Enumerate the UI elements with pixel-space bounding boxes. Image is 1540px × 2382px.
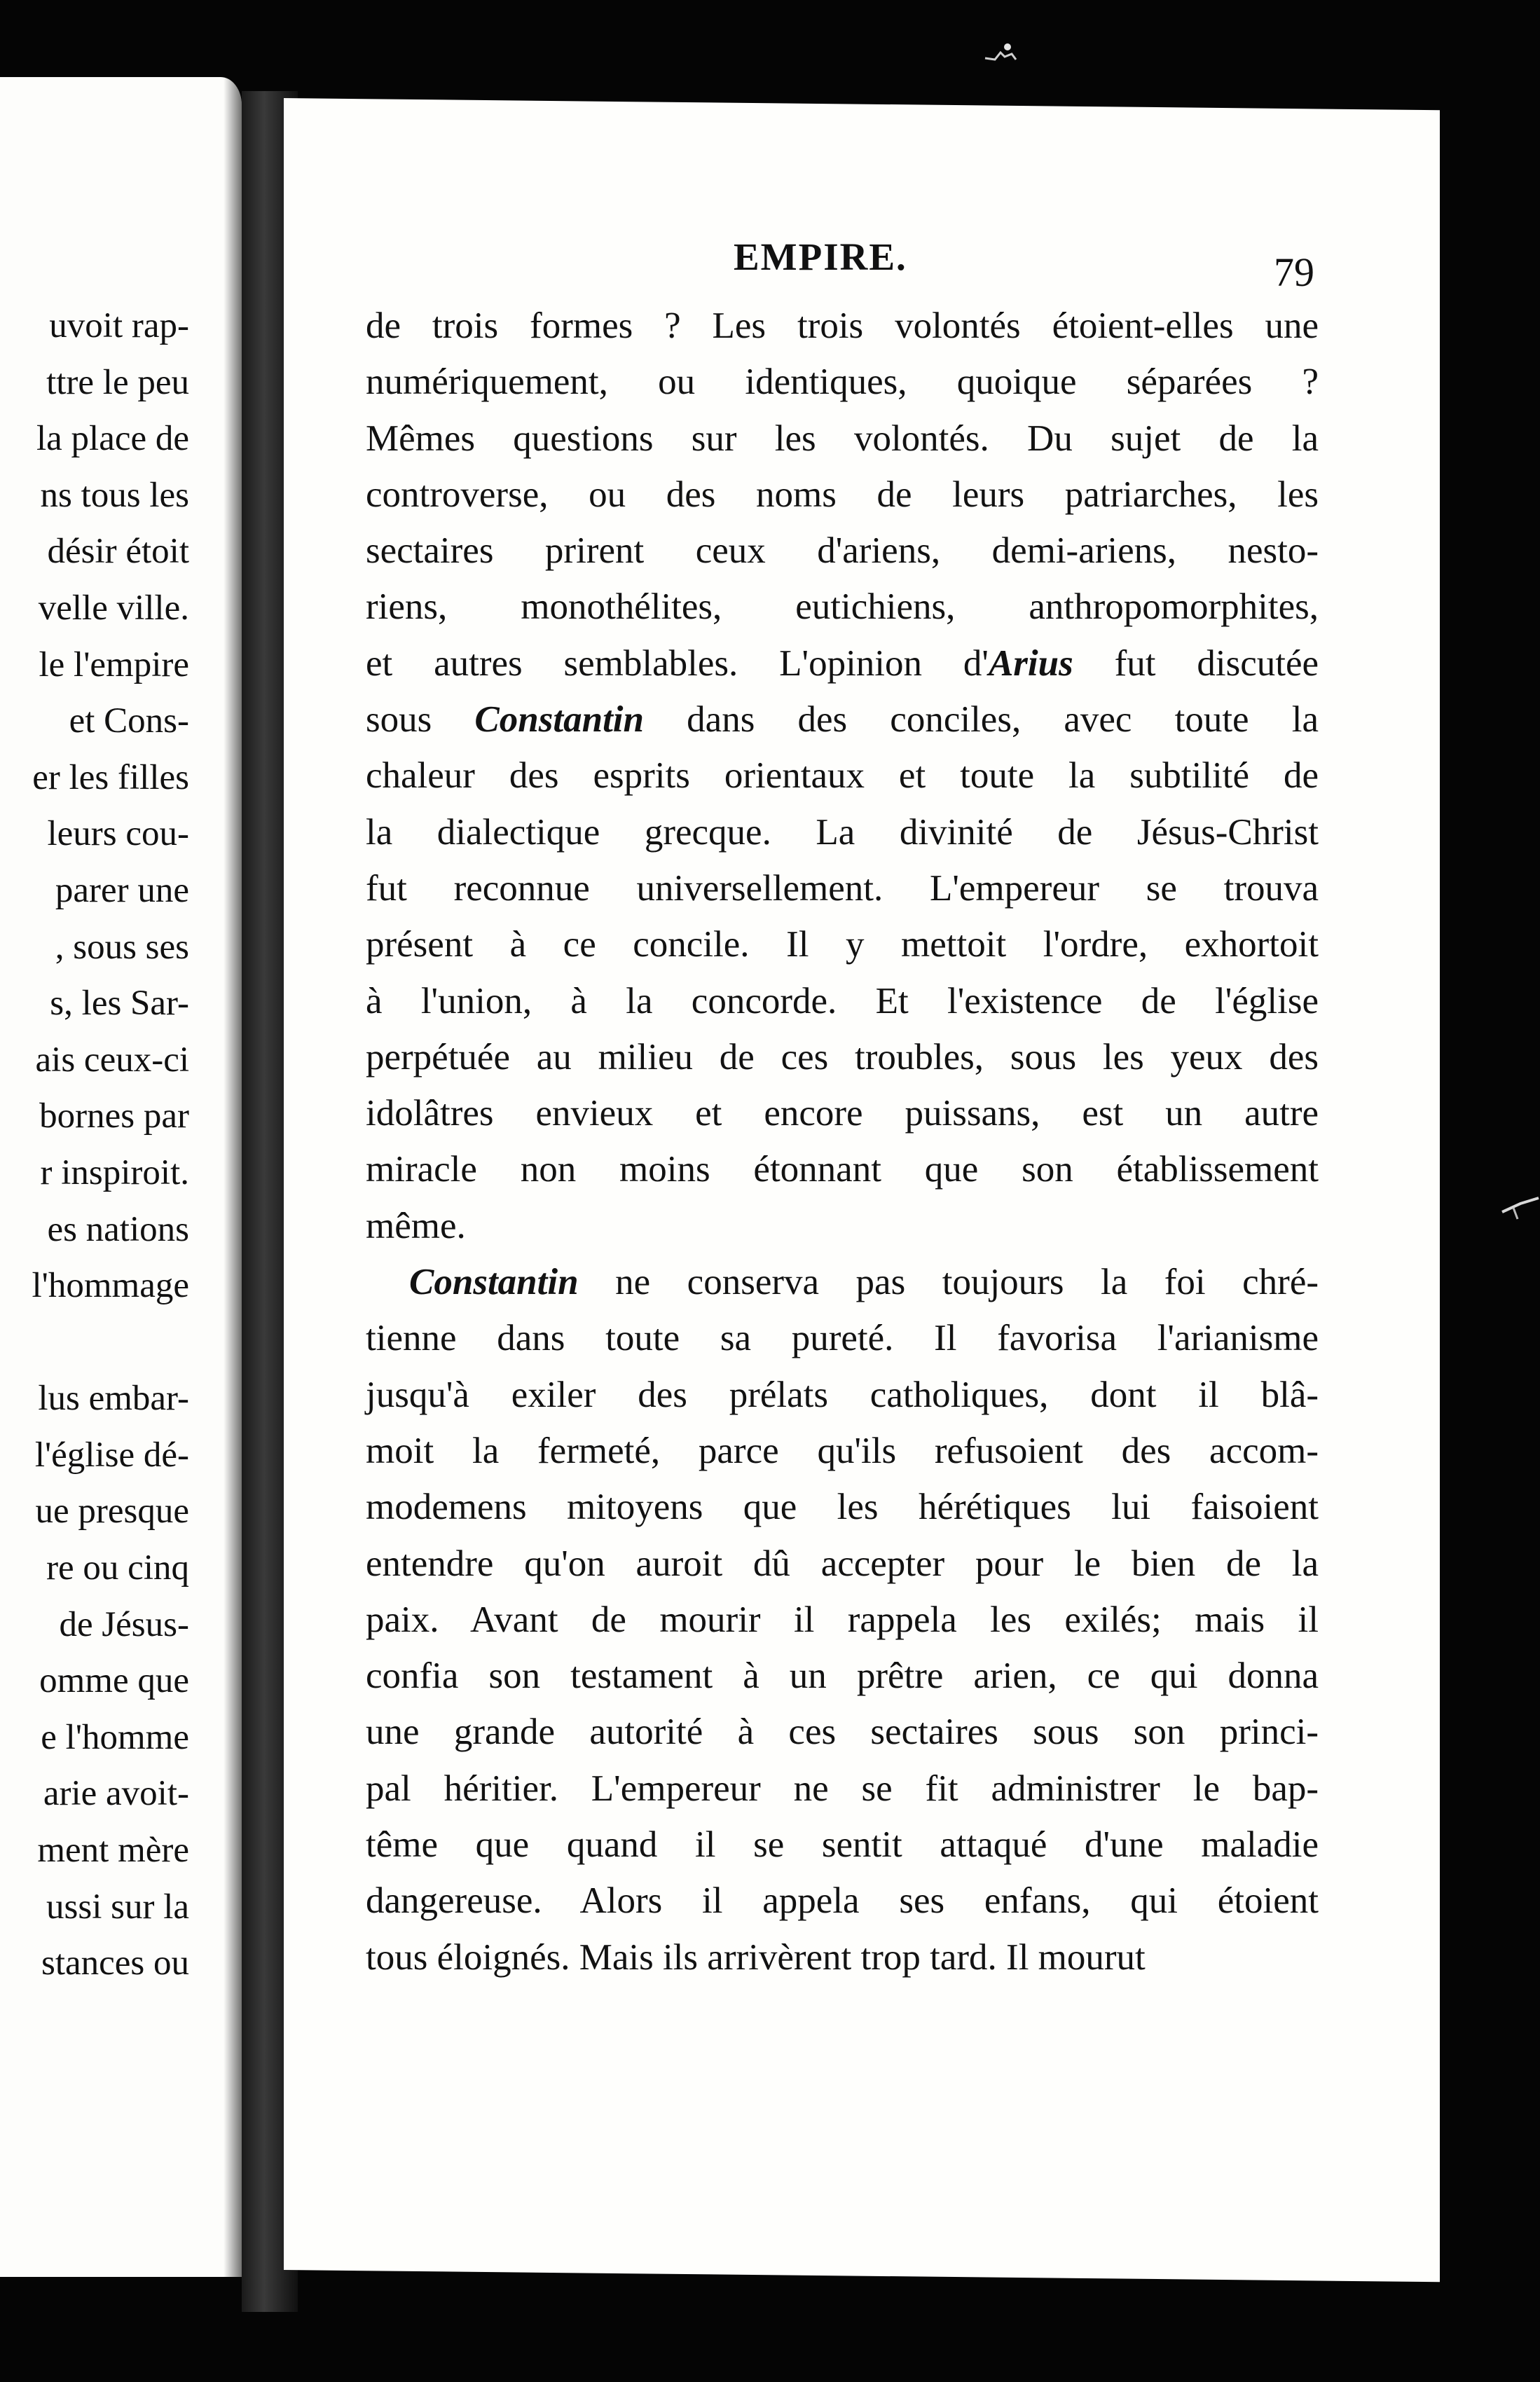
text-line [366,1479,1319,1535]
page-edge-shadow [224,77,242,2277]
left-page-line-text: l'église dé- [34,1435,189,1475]
text-run: moit la fermeté, parce qu'ils refusoient des accom- [366,1430,1319,1471]
text-run: pal héritier. L'empereur ne se fit administrer le bap- [366,1768,1319,1809]
left-page-line [0,1427,189,1484]
text-run: confia son testament à un prêtre arien, ce qui donna [366,1655,1319,1697]
left-page-line [0,1597,189,1653]
left-page-line-text: ns tous les [40,475,189,515]
left-page-line-text: ttre le peu [46,362,189,402]
text-line [366,523,1319,579]
left-page-line [0,693,189,750]
left-page-line [0,1709,189,1766]
left-page-line-text: ment mère [37,1831,189,1871]
page-body-text [366,298,1319,1985]
italic-name: Arius [988,642,1073,684]
left-page-line [0,1088,189,1145]
text-run: une grande autorité à ces sectaires sous son princi- [366,1712,1319,1753]
text-line [366,1704,1319,1760]
text-line [366,860,1319,916]
left-page-line-text: parer une [55,870,189,910]
text-run: Mêmes questions sur les volontés. Du sujet de la [366,418,1319,459]
left-page-line [0,1540,189,1597]
left-page-line-text: leurs cou- [47,814,189,854]
left-page-line [0,580,189,637]
left-page-line [0,750,189,806]
left-page-line-text: arie avoit- [43,1774,189,1814]
left-page-line [0,1822,189,1879]
left-page-line [0,523,189,580]
left-page-line-text: et Cons- [69,701,189,741]
text-line [366,1029,1319,1085]
left-page-line-text: uvoit rap- [49,306,189,345]
left-page [0,77,242,2277]
left-page-line-text: l'hommage [32,1266,189,1306]
text-run: chaleur des esprits orientaux et toute la subtilité de [366,755,1319,797]
text-line [366,1254,1319,1310]
left-page-line [0,1032,189,1089]
italic-name: Constantin [474,699,645,741]
left-page-line [0,1879,189,1936]
left-page-line [0,806,189,862]
left-page-line [0,1370,189,1427]
left-page-line [0,919,189,976]
text-run: et autres semblables. L'opinion d' [366,642,989,684]
left-page-line-text: lus embar- [38,1379,189,1419]
text-run: fut reconnue universellement. L'empereur se trouva [366,867,1319,909]
text-run: ne conserva pas toujours la foi chré- [578,1262,1319,1303]
left-page-line [0,1483,189,1540]
left-page-line-text: r inspiroit. [40,1152,189,1192]
left-page-text [0,298,189,1992]
text-line [366,748,1319,804]
italic-name: Constantin [409,1262,579,1303]
text-line [366,916,1319,972]
left-page-line-text: er les filles [32,757,189,797]
left-page-line-text: bornes par [39,1096,189,1136]
left-page-line-text: e l'homme [41,1717,189,1757]
text-run: fut discutée [1073,642,1319,684]
text-run: idolâtres envieux et encore puissans, est un autre [366,1093,1319,1134]
left-page-line-text: , sous ses [55,927,189,967]
text-run: dans des conciles, avec toute la [644,699,1319,741]
text-run: tême que quand il se sentit attaqué d'une maladie [366,1824,1319,1866]
text-line [366,1536,1319,1592]
text-run: modemens mitoyens que les hérétiques lui faisoient [366,1487,1319,1528]
left-page-line [0,1202,189,1258]
left-page-line [0,298,189,354]
left-page-line-text: ais ceux-ci [35,1040,189,1080]
left-page-line [0,1145,189,1202]
left-page-line-text: omme que [39,1661,189,1701]
text-run: à l'union, à la concorde. Et l'existence de l'église [366,980,1319,1021]
left-page-line-text: s, les Sar- [50,984,189,1024]
left-page-line [0,1935,189,1992]
left-page-line-text: la place de [36,419,189,459]
text-run: tienne dans toute sa pureté. Il favorisa l'arianisme [366,1318,1319,1359]
text-run: sectaires prirent ceux d'ariens, demi-ariens, nesto- [366,530,1319,572]
left-page-line-text: re ou cinq [46,1548,189,1588]
text-line [366,354,1319,410]
text-line [366,1367,1319,1423]
left-page-line [0,467,189,524]
scanner-mark [979,39,1022,67]
left-page-line-text: le l'empire [39,645,189,684]
text-run: perpétuée au milieu de ces troubles, sous les yeux des [366,1036,1319,1078]
text-line [366,579,1319,635]
text-run: tous éloignés. Mais ils arrivèrent trop tard. Il mourut [366,1936,1146,1978]
text-line [366,1929,1319,1985]
text-line [366,1310,1319,1366]
text-line [366,298,1319,354]
page-number: 79 [1274,249,1314,295]
left-page-line [0,975,189,1032]
left-page-line [0,1314,189,1371]
text-run: sous [366,699,475,741]
text-line [366,1648,1319,1704]
text-run: paix. Avant de mourir il rappela les exilés; mais il [366,1599,1319,1640]
text-run: présent à ce concile. Il y mettoit l'ordre, exhortoit [366,924,1319,965]
text-run: même. [366,1205,466,1246]
left-page-line-text: désir étoit [47,532,189,572]
left-page-line-text: de Jésus- [59,1604,189,1644]
left-page-line [0,637,189,694]
text-run: dangereuse. Alors il appela ses enfans, qui étoient [366,1880,1319,1922]
text-line [366,1817,1319,1873]
left-page-line [0,354,189,411]
text-run: riens, monothélites, eutichiens, anthropomorphites, [366,586,1319,628]
text-run: miracle non moins étonnant que son établissement [366,1149,1319,1190]
left-page-line-text: ue presque [35,1492,189,1531]
left-page-line [0,411,189,467]
left-page-line-text: stances ou [41,1943,189,1983]
text-run: la dialectique grecque. La divinité de Jésus-Christ [366,811,1319,853]
text-line [366,1761,1319,1817]
text-line [366,691,1319,748]
text-line [366,1592,1319,1648]
text-line [366,467,1319,523]
text-line [366,1198,1319,1254]
text-line [366,1423,1319,1479]
text-line [366,411,1319,467]
left-page-line [0,1653,189,1709]
text-line [366,635,1319,691]
text-line [366,973,1319,1029]
left-page-line [0,1258,189,1314]
text-run: de trois formes ? Les trois volontés étoient-elles une [366,305,1319,346]
text-line [366,804,1319,860]
left-page-line-text: velle ville. [38,588,189,628]
running-head: EMPIRE. [734,235,907,278]
left-page-line [0,1765,189,1822]
left-page-line [0,862,189,919]
text-line [366,1873,1319,1929]
text-line [366,1085,1319,1141]
left-page-line-text: ussi sur la [46,1887,189,1927]
text-run: controverse, ou des noms de leurs patriarches, les [366,474,1319,515]
text-run: numériquement, ou identiques, quoique séparées ? [366,362,1319,403]
text-line [366,1141,1319,1197]
text-run: entendre qu'on auroit dû accepter pour le bien de la [366,1543,1319,1584]
left-page-line-text: es nations [47,1209,189,1249]
text-run: jusqu'à exiler des prélats catholiques, dont il blâ- [366,1374,1319,1415]
scanner-mark-right [1499,1184,1540,1226]
